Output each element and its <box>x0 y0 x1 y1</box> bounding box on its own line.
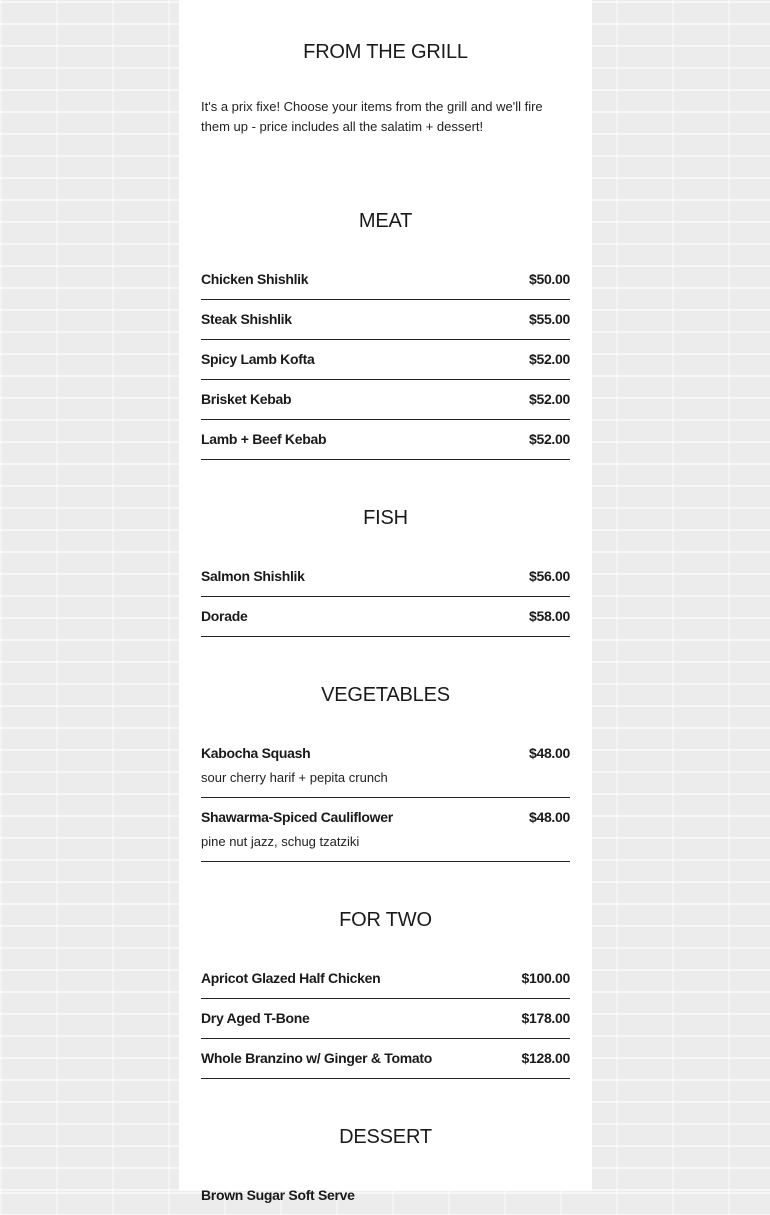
item-name: Spicy Lamb Kofta <box>201 351 315 367</box>
menu-item <box>201 557 570 597</box>
item-name: Whole Branzino w/ Ginger & Tomato <box>201 1050 432 1066</box>
item-price: $100.00 <box>521 970 570 986</box>
item-name: Dorade <box>201 608 248 624</box>
item-name: Brown Sugar Soft Serve <box>201 1187 355 1203</box>
section-title: MEAT <box>358 210 413 232</box>
menu-item <box>201 300 570 340</box>
menu-list <box>201 734 570 862</box>
item-name: Apricot Glazed Half Chicken <box>201 970 381 986</box>
item-name: Kabocha Squash <box>201 745 311 761</box>
item-description: sour cherry harif + pepita crunch <box>201 770 388 785</box>
item-name: Brisket Kebab <box>201 391 292 407</box>
menu-list <box>201 1176 570 1215</box>
page-title: FROM THE GRILL <box>303 41 468 63</box>
item-price: $56.00 <box>528 568 570 584</box>
item-name: Chicken Shishlik <box>201 271 309 287</box>
menu-item <box>201 959 570 999</box>
menu-item <box>201 734 570 798</box>
item-price: $48.00 <box>528 809 570 825</box>
item-price: $178.00 <box>521 1010 570 1026</box>
item-name: Salmon Shishlik <box>201 568 305 584</box>
item-price: $50.00 <box>528 271 570 287</box>
item-price: $52.00 <box>528 351 570 367</box>
item-price: $48.00 <box>528 745 570 761</box>
menu-item <box>201 1039 570 1079</box>
section-meat <box>201 209 570 460</box>
menu-item <box>201 1176 570 1215</box>
section-dessert <box>201 1125 570 1215</box>
section-title: VEGETABLES <box>321 684 450 706</box>
menu-list <box>201 260 570 460</box>
menu-panel <box>179 0 592 1203</box>
menu-item <box>201 340 570 380</box>
item-name: Shawarma-Spiced Cauliflower <box>201 809 393 825</box>
item-price: $58.00 <box>528 608 570 624</box>
menu-item <box>201 597 570 637</box>
item-price: $55.00 <box>528 311 570 327</box>
section-for-two <box>201 908 570 1079</box>
item-description: pine nut jazz, schug tzatziki <box>201 834 360 849</box>
intro-text: It's a prix fixe! Choose your items from the grill and we'll fire them up - price includes all the salatim + dessert! <box>201 99 543 134</box>
item-price: $52.00 <box>528 431 570 447</box>
item-price: $52.00 <box>528 391 570 407</box>
menu-item <box>201 999 570 1039</box>
section-vegetables <box>201 683 570 862</box>
menu-item <box>201 798 570 862</box>
menu-list <box>201 557 570 637</box>
item-price: $128.00 <box>521 1050 570 1066</box>
section-title: DESSERT <box>339 1126 432 1148</box>
menu-list <box>201 959 570 1079</box>
item-name: Steak Shishlik <box>201 311 292 327</box>
item-name: Dry Aged T-Bone <box>201 1010 310 1026</box>
section-fish <box>201 506 570 637</box>
menu-item <box>201 380 570 420</box>
section-title: FOR TWO <box>339 909 432 931</box>
item-name: Lamb + Beef Kebab <box>201 431 327 447</box>
menu-item <box>201 420 570 460</box>
section-title: FISH <box>363 507 408 529</box>
menu-item <box>201 260 570 300</box>
